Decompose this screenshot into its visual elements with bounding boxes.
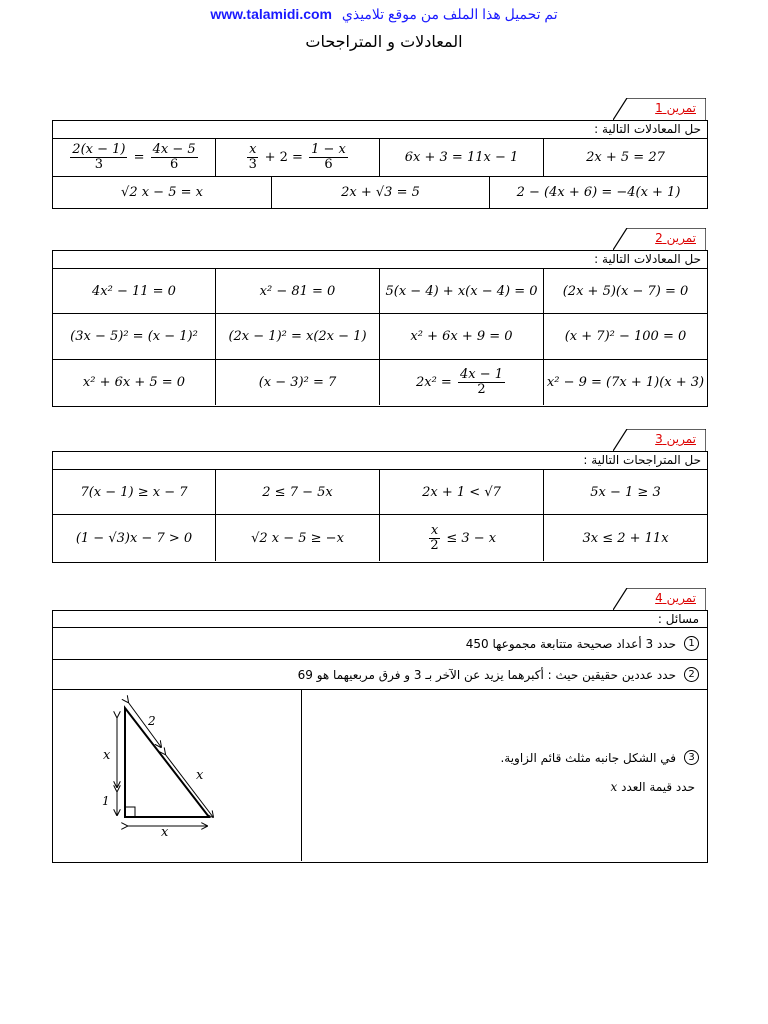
exercise-4-box [52, 610, 708, 863]
equation-cell: x² − 81 = 0 [215, 269, 379, 313]
hyp-label: x [196, 768, 204, 783]
triangle-figure [53, 690, 302, 861]
exercise-1-row-2 [53, 177, 707, 208]
bottom-side-label: x [161, 825, 169, 840]
equation-cell: (x + 7)² − 100 = 0 [543, 314, 707, 359]
problem-1 [53, 628, 707, 660]
problem-3 [53, 690, 707, 861]
problems-heading: مسائل : [53, 611, 707, 628]
exercise-3-label: تمرين 3 [655, 432, 696, 446]
problem-3-text: في الشكل جانبه مثلث قائم الزاوية. [500, 750, 676, 765]
exercise-4-tab [613, 588, 706, 610]
exercise-4-label: تمرين 4 [655, 591, 696, 605]
problem-3-line-1 [500, 750, 699, 765]
inequality-cell: 7(x − 1) ≥ x − 7 [80, 484, 188, 500]
small-side-label: 1 [102, 794, 110, 808]
exercise-1-label: تمرين 1 [655, 101, 696, 115]
exercise-3-row-1 [53, 470, 707, 515]
equation-cell: 2x² = $\frac{4x - 1}{2}$ [379, 360, 543, 405]
equation-cell: 2x + √3 = 5 [271, 177, 489, 208]
problem-1-text: حدد 3 أعداد صحيحة متتابعة مجموعها 450 [465, 636, 676, 651]
exercise-2-row-1 [53, 269, 707, 314]
exercise-2-row-3 [53, 360, 707, 405]
number-3-icon: 3 [684, 750, 699, 765]
equation-cell: x² − 9 = (7x + 1)(x + 3) [543, 360, 707, 405]
equation-cell: 5(x − 4) + x(x − 4) = 0 [379, 269, 543, 313]
problem-2-text: حدد عددين حقيقين حيث : أكبرهما يزيد عن الآخر بـ 3 و فرق مربعيهما هو 69 [297, 667, 676, 682]
problem-2 [53, 660, 707, 690]
equation-cell: x² + 6x + 9 = 0 [379, 314, 543, 359]
equation-cell: x² + 6x + 5 = 0 [82, 375, 186, 390]
problem-3-text-area [302, 690, 707, 861]
exercise-2-label: تمرين 2 [655, 231, 696, 245]
download-banner[interactable] [0, 6, 768, 23]
exercise-1-row-1 [53, 139, 707, 177]
equation-cell: 6x + 3 = 11x − 1 [379, 139, 543, 176]
exercise-1-instruction: حل المعادلات التالية : [53, 121, 707, 139]
number-1-icon: 1 [684, 636, 699, 651]
inequality-cell: 2 ≤ 7 − 5x [215, 470, 379, 514]
equation-cell: $\frac{x}{3}$ + 2 = $\frac{1 - x}{6}$ [215, 139, 379, 176]
exercise-1-tab [613, 98, 706, 120]
equation-cell: 4x² − 11 = 0 [92, 283, 176, 299]
equation-cell: (x − 3)² = 7 [215, 360, 379, 405]
number-2-icon: 2 [684, 667, 699, 682]
problem-3-question: حدد قيمة العدد [621, 780, 695, 794]
exercise-2-instruction: حل المعادلات التالية : [53, 251, 707, 269]
exercise-2-box [52, 250, 708, 407]
download-note: تم تحميل هذا الملف من موقع تلاميذي [341, 6, 558, 22]
exercise-3-box [52, 451, 708, 563]
exercise-3-instruction: حل المتراجحات التالية : [53, 452, 707, 470]
inequality-cell: 5x − 1 ≥ 3 [543, 470, 707, 514]
equation-cell: 2 − (4x + 6) = −4(x + 1) [489, 177, 707, 208]
right-triangle-icon [53, 690, 302, 861]
exercise-3-row-2 [53, 515, 707, 561]
inequality-cell: 2x + 1 < √7 [379, 470, 543, 514]
inequality-cell: (1 − √3)x − 7 > 0 [75, 530, 193, 546]
site-url[interactable]: www.talamidi.com [210, 6, 332, 22]
exercise-2-tab [613, 228, 706, 250]
problem-3-var: x [610, 780, 618, 794]
inequality-cell: $\frac{x}{2}$ ≤ 3 − x [379, 515, 543, 561]
inequality-cell: 3x ≤ 2 + 11x [543, 515, 707, 561]
equation-cell: (2x − 1)² = x(2x − 1) [215, 314, 379, 359]
equation-cell: $\frac{2(x - 1)}{3}$ = $\frac{4x - 5}{6}$ [72, 142, 196, 172]
equation-cell: √2 x − 5 = x [121, 185, 203, 200]
equation-cell: (3x − 5)² = (x − 1)² [70, 329, 198, 344]
inequality-cell: √2 x − 5 ≥ −x [215, 515, 379, 561]
problem-3-line-2 [611, 780, 695, 794]
page-title: المعادلات و المتراجحات [305, 32, 463, 51]
equation-cell: 2x + 5 = 27 [543, 139, 707, 176]
left-side-label: x [103, 748, 111, 763]
hyp-top-label: 2 [148, 714, 156, 728]
equation-cell: (2x + 5)(x − 7) = 0 [543, 269, 707, 313]
exercise-3-tab [613, 429, 706, 451]
exercise-1-box [52, 120, 708, 209]
exercise-2-row-2 [53, 314, 707, 360]
